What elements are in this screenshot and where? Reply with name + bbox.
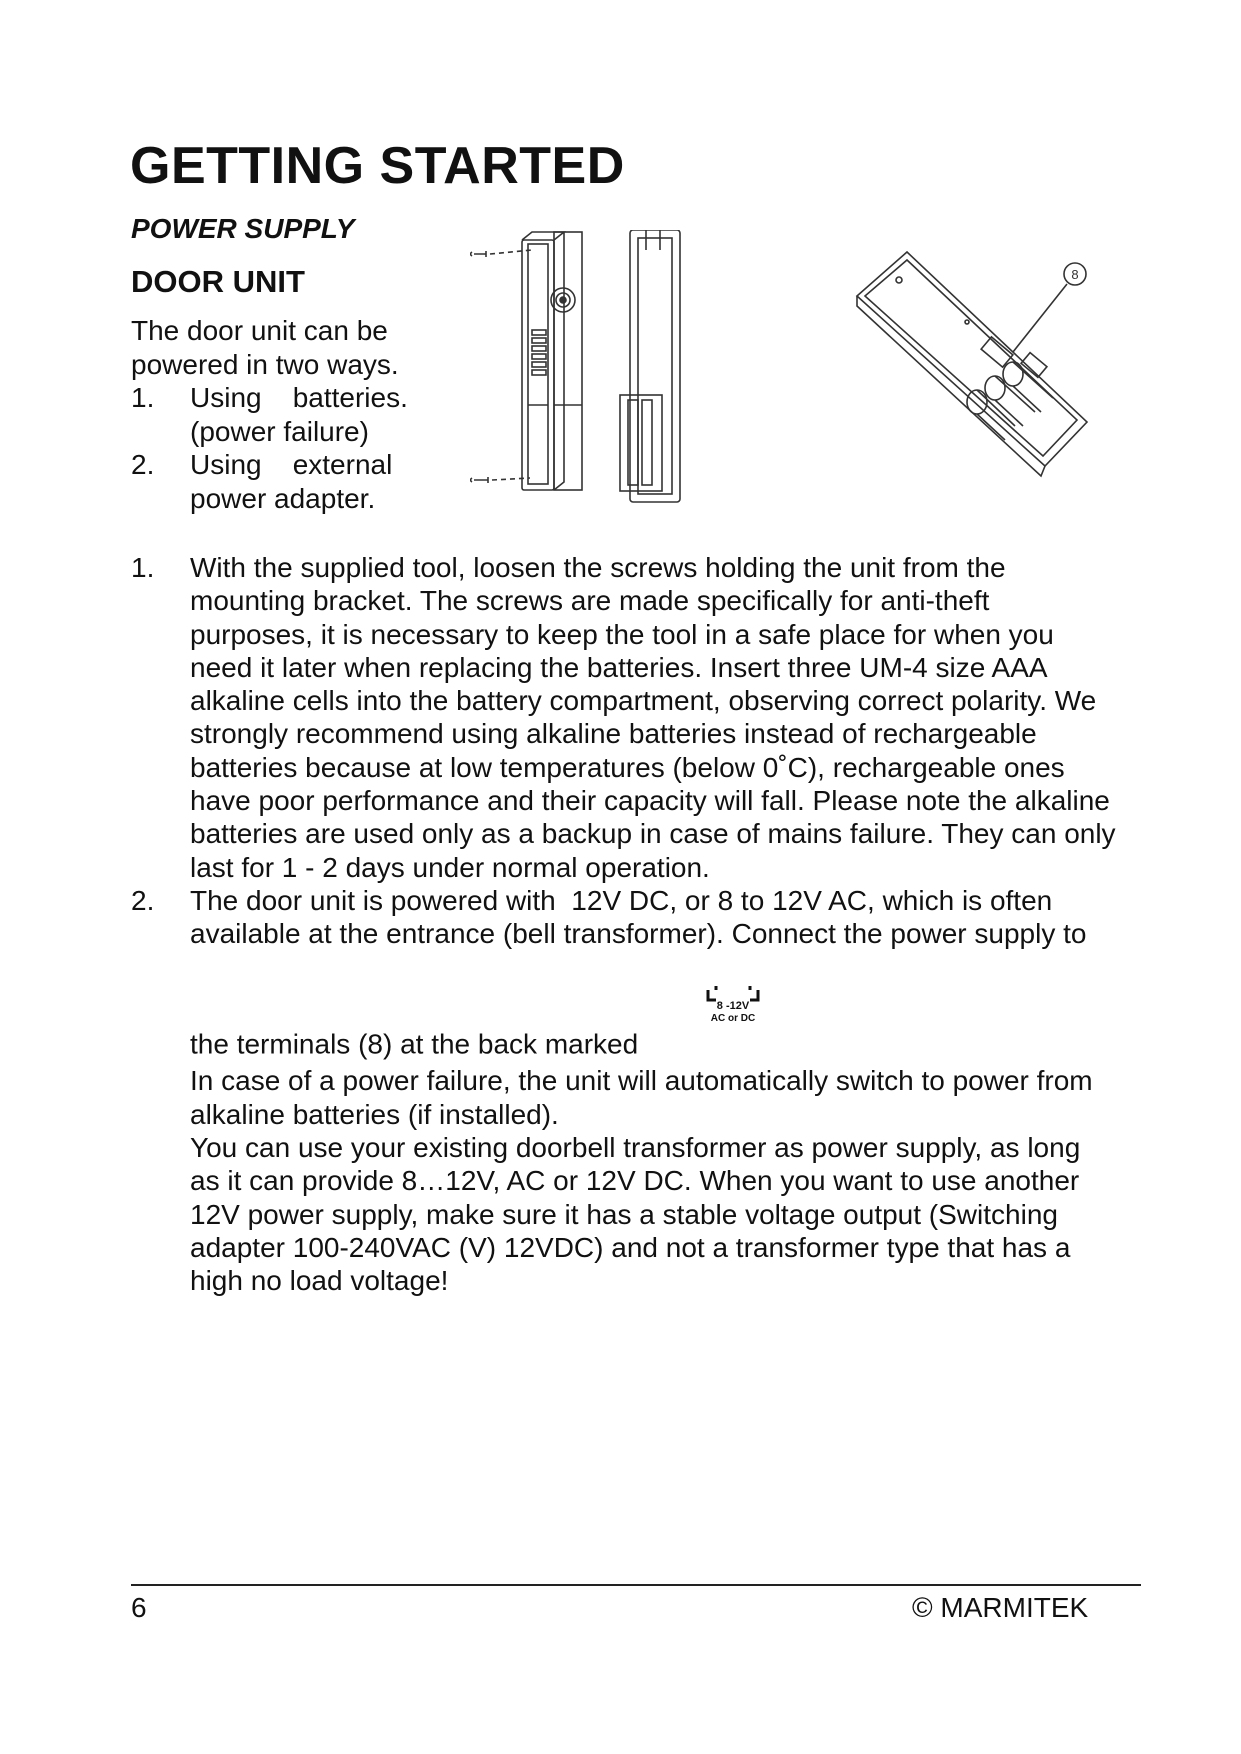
list-number: 2. <box>131 449 155 480</box>
screw-top-icon <box>471 251 487 257</box>
section-heading: POWER SUPPLY <box>131 213 355 244</box>
subsection-heading: DOOR UNIT <box>131 264 305 299</box>
list-text: Using batteries. <box>190 382 408 413</box>
terminal-icon-top: 8 -12V <box>717 999 750 1012</box>
list-text: (power failure) <box>190 415 369 447</box>
list-text: power adapter. <box>190 482 376 514</box>
page-title: GETTING STARTED <box>130 137 625 195</box>
terminal-icon-bottom: AC or DC <box>711 1012 756 1024</box>
intro-list-item <box>131 381 441 415</box>
instruction-steps <box>131 551 1116 1298</box>
step-number: 1. <box>131 552 155 583</box>
list-text: Using external <box>190 449 393 480</box>
step-text: With the supplied tool, loosen the screws holding the unit from the mounting bracket. The screws are made specifically for anti-theft purposes, it is necessary to keep the tool in a safe place for when you need it later when replacing the batteries. Insert three UM-4 size AAA alkaline cells into the battery compartment, observing correct polarity. We strongly recommend using alkaline batteries instead of rechargeable batteries because at low temperatures (below 0˚C), rechargeable ones have poor performance and their capacity will fall. Please note the alkaline batteries are used only as a backup in case of mains failure. They can only last for 1 - 2 days under normal operation. <box>190 552 1116 883</box>
step-paragraph: You can use your existing doorbell transformer as power supply, as long as it can provide 8…12V, AC or 12V DC. When you want to use another 12V power supply, make sure it has a stable voltage output (Switching adapter 100-240VAC (V) 12VDC) and not a transformer type that has a high no load voltage! <box>190 1132 1081 1297</box>
step-number: 2. <box>131 884 155 916</box>
footer-rule <box>131 1584 1141 1586</box>
instruction-step <box>131 551 1116 884</box>
step-paragraph: In case of a power failure, the unit will automatically switch to power from alkaline batteries (if installed). <box>190 1065 1093 1130</box>
unit-back-battery-illustration <box>855 240 1115 480</box>
page-number: 6 <box>131 1592 147 1623</box>
step-text: The door unit is powered with 12V DC, or 8 to 12V AC, which is often available at the entrance (bell transformer). Connect the power supply to the terminals (8) at the back marked <box>190 884 1095 1060</box>
intro-line: powered in two ways. <box>131 348 399 380</box>
copyright: © MARMITEK <box>912 1592 1089 1623</box>
speaker-grille-icon <box>532 330 546 375</box>
intro-list-item <box>131 448 441 482</box>
intro-line: The door unit can be <box>131 315 388 346</box>
list-number: 1. <box>131 382 155 413</box>
intro-text <box>131 314 441 515</box>
callout-label: 8 <box>1071 267 1079 282</box>
door-unit-exploded-illustration <box>470 230 720 505</box>
terminal-polarity-icon <box>642 951 762 1065</box>
instruction-step <box>131 884 1116 1298</box>
screw-bottom-icon <box>471 477 489 483</box>
